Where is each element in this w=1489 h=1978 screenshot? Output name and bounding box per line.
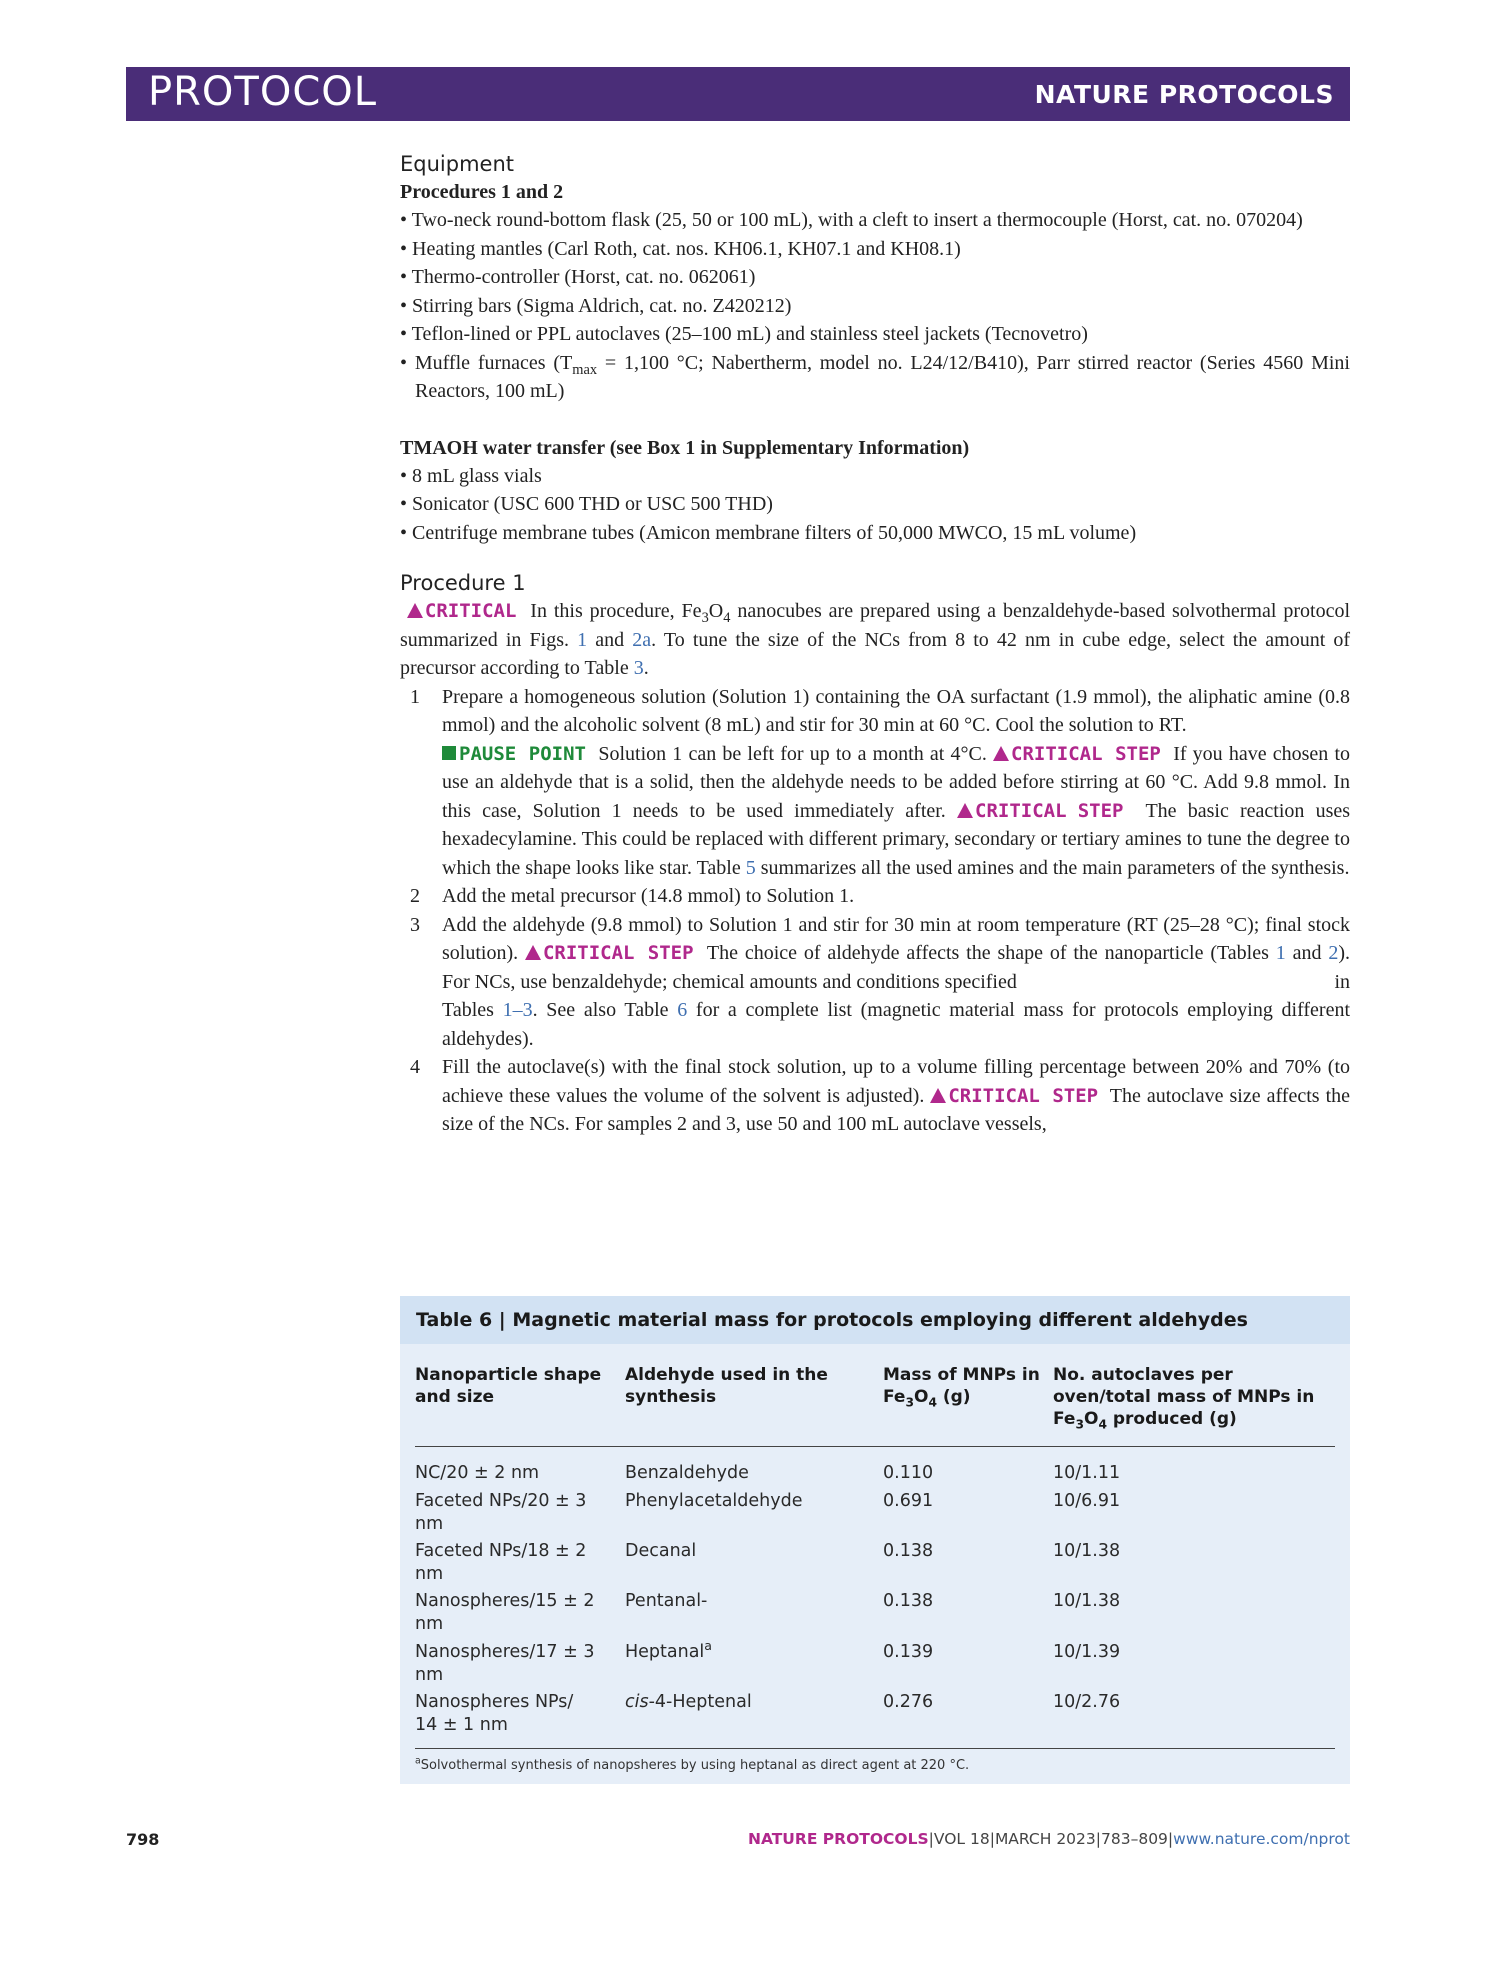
critical-triangle-icon [930, 1088, 946, 1103]
procedure-step: 3 Add the aldehyde (9.8 mmol) to Solution 1 and stir for 30 min at room temperature (RT (25–28 °C); final stock solution). CRITICAL STEP The choice of aldehyde affects the shape of the nanoparticle (Tables 1 and 2). For NCs, use benzaldehyde; chemical amounts and conditions specified in Tables 1–3. See also Table 6 for a complete list (magnetic material mass for protocols employing different aldehydes). [400, 911, 1350, 1054]
table-cell: cis-4-Heptenal [625, 1692, 752, 1712]
step-number: 4 [410, 1056, 420, 1078]
table-cell: Benzaldehyde [625, 1463, 749, 1483]
table-cell: 10/6.91 [1053, 1491, 1121, 1511]
equipment-group1-title: Procedures 1 and 2 [400, 181, 564, 203]
critical-triangle-icon [407, 603, 423, 618]
step-number: 1 [410, 685, 420, 708]
equipment-item: • Two-neck round-bottom flask (25, 50 or 100 mL), with a cleft to insert a thermocouple (Horst, cat. no. 070204) [400, 209, 1303, 231]
header-section-label: PROTOCOL [148, 69, 378, 115]
table-header-cell: No. autoclaves per oven/total mass of MNPs in $Fe_3O_4$ produced (g) [1053, 1365, 1315, 1432]
table-cell: Decanal [625, 1541, 697, 1561]
table-header-cell: Mass of MNPs in $Fe_3O_4$ (g) [883, 1365, 1040, 1410]
table-cell: 0.110 [883, 1463, 934, 1483]
table-cell: 0.138 [883, 1541, 934, 1561]
journal-url-link[interactable]: www.nature.com/nprot [1173, 1830, 1350, 1848]
equipment-item: • Sonicator (USC 600 THD or USC 500 THD) [400, 493, 773, 515]
critical-triangle-icon [525, 945, 541, 960]
equipment-title: Equipment [400, 152, 514, 176]
table-header-cell: Nanoparticle shape and size [415, 1365, 602, 1407]
table-bottom-rule [415, 1748, 1335, 1749]
table-6 [400, 1296, 1350, 1784]
table-cell: Nanospheres/17 ± 3 nm [415, 1642, 595, 1685]
table-cell: 10/1.38 [1053, 1541, 1121, 1561]
equipment-item: • Centrifuge membrane tubes (Amicon membrane filters of 50,000 MWCO, 15 mL volume) [400, 521, 1137, 544]
table-cell: 0.138 [883, 1591, 934, 1611]
footer-citation: NATURE PROTOCOLS|VOL 18|MARCH 2023|783–809|www.nature.com/nprot [747, 1830, 1350, 1848]
table-cell: 0.276 [883, 1692, 934, 1712]
step-number: 2 [410, 885, 420, 907]
step-number: 3 [410, 913, 420, 936]
table-cell: 10/1.39 [1053, 1642, 1121, 1662]
main-content [400, 150, 1350, 1139]
equipment-item: • Thermo-controller (Horst, cat. no. 062061) [400, 266, 756, 288]
table-cell: Nanospheres/15 ± 2 nm [415, 1591, 595, 1634]
pause-square-icon [442, 746, 456, 760]
table-cell: Nanospheres NPs/ 14 ± 1 nm [415, 1692, 574, 1735]
page-number: 798 [126, 1830, 160, 1849]
table-cell: Faceted NPs/20 ± 3 nm [415, 1491, 587, 1534]
procedure-step: 2 Add the metal precursor (14.8 mmol) to Solution 1. [400, 882, 1350, 911]
table-header-row [415, 1364, 1335, 1447]
header-journal-name: NATURE PROTOCOLS [1034, 80, 1334, 109]
header-bar [126, 67, 1350, 121]
table-caption: Table 6 | Magnetic material mass for protocols employing different aldehydes [400, 1296, 1350, 1344]
table-cell: NC/20 ± 2 nm [415, 1463, 540, 1483]
equipment-item: • Stirring bars (Sigma Aldrich, cat. no. Z420212) [400, 294, 792, 317]
equipment-item: • Heating mantles (Carl Roth, cat. nos. KH06.1, KH07.1 and KH08.1) [400, 237, 961, 260]
table-cell: 0.139 [883, 1642, 934, 1662]
critical-triangle-icon [993, 746, 1009, 761]
critical-triangle-icon [957, 803, 973, 818]
procedure-title: Procedure 1 [400, 571, 526, 595]
equipment-item: • Muffle furnaces ($T_{max} = 1,100$ °C; Nabertherm, model no. L24/12/B410), Parr stirred reactor (Series 4560 Mini Reactors, 100 mL) [400, 351, 1350, 402]
table-cell: Pentanal- [625, 1591, 708, 1611]
table-header-cell: Aldehyde used in the synthesis [625, 1365, 828, 1407]
table-cell: 10/2.76 [1053, 1692, 1121, 1712]
equipment-item: • 8 mL glass vials [400, 464, 542, 487]
table-cell: 0.691 [883, 1491, 934, 1511]
table-cell: Heptanal$^a$ [625, 1638, 713, 1662]
equipment-group2-title: TMAOH water transfer (see Box 1 in Supplementary Information) [400, 436, 970, 459]
table-cell: Faceted NPs/18 ± 2 nm [415, 1541, 587, 1584]
equipment-item: • Teflon-lined or PPL autoclaves (25–100 mL) and stainless steel jackets (Tecnovetro) [400, 323, 1088, 345]
table-cell: Phenylacetaldehyde [625, 1491, 803, 1511]
procedure-step: 1 Prepare a homogeneous solution (Solution 1) containing the OA surfactant (1.9 mmol), the aliphatic amine (0.8 mmol) and the alcoholic solvent (8 mL) and stir for 30 min at 60 °C. Cool the solution to RT. PAUSE POINT Solution 1 can be left for up to a month at 4°C. CRITICAL STEP If you have chosen to use an aldehyde that is a solid, then the aldehyde needs to be added before stirring at 60 °C. Add 9.8 mmol. In this case, Solution 1 needs to be used immediately after. CRITICAL STEP The basic reaction uses hexadecylamine. This could be replaced with different primary, secondary or tertiary amines to tune the degree to which the shape looks like star. Table 5 summarizes all the used amines and the main parameters of the synthesis. [400, 683, 1350, 883]
table-footnote: $^a$Solvothermal synthesis of nanopsheres by using heptanal as direct agent at 220 °C. [415, 1755, 970, 1773]
procedure-step: 4 Fill the autoclave(s) with the final stock solution, up to a volume filling percentage between 20% and 70% (to achieve these values the volume of the solvent is adjusted). CRITICAL STEP The autoclave size affects the size of the NCs. For samples 2 and 3, use 50 and 100 mL autoclave vessels, [400, 1053, 1350, 1139]
table-cell: 10/1.38 [1053, 1591, 1121, 1611]
procedure-intro: CRITICAL In this procedure, $Fe_3O_4$ nanocubes are prepared using a benzaldehyde-based solvothermal protocol summarized in Figs. 1 and 2a. To tune the size of the NCs from 8 to 42 nm in cube edge, select the amount of precursor according to Table 3. [400, 600, 1351, 679]
table-cell: 10/1.11 [1053, 1463, 1121, 1483]
